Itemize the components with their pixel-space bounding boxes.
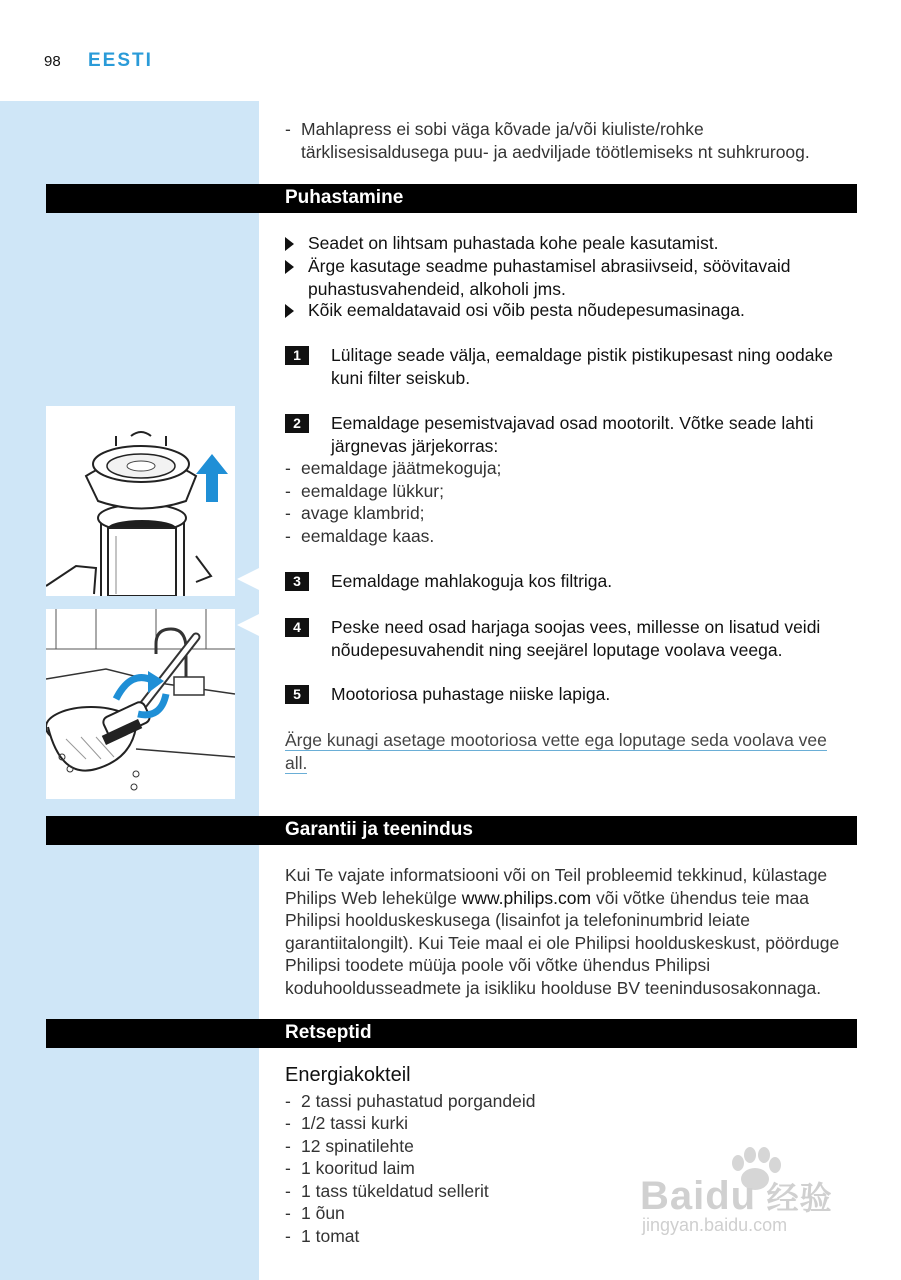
- step-item: [285, 412, 850, 457]
- step-number: 5: [285, 685, 309, 704]
- step-item: [285, 683, 850, 706]
- dash-marker: -: [285, 1136, 291, 1156]
- step-text: Mootoriosa puhastage niiske lapiga.: [331, 684, 611, 704]
- warning-text: Ärge kunagi asetage mootoriosa vette ega loputage seda voolava vee all.: [285, 730, 827, 773]
- bullet-marker-icon: [285, 304, 294, 318]
- section-bar-guarantee: [46, 816, 857, 845]
- substep-item: - avage klambrid;: [285, 503, 425, 523]
- dash-marker: -: [285, 481, 291, 501]
- page-number: 98: [44, 53, 61, 70]
- guarantee-paragraph: Kui Te vajate informatsiooni või on Teil probleemid tekkinud, külastage Philips Web lehekülge www.philips.com või võtke ühendus teie maa Philipsi hoolduskeskusega (lisainfot ja telefoninumbrid leiate garantiitalongilt). Kui Teie maal ei ole Philipsi hoolduskeskust, pöörduge Philipsi toodete müüja poole või võtke ühendus Philipsi koduhooldusseadmete ja isikliku hoolduse BV teenindusosakonnaga.: [285, 865, 840, 998]
- section-bar-cleaning: [46, 184, 857, 213]
- step-number: 1: [285, 346, 309, 365]
- step-number: 3: [285, 572, 309, 591]
- illustration-pointer: [237, 614, 259, 636]
- ingredient-item: - 1 tomat: [285, 1226, 360, 1246]
- substep-item: - eemaldage lükkur;: [285, 481, 444, 501]
- dash-marker: -: [285, 1113, 291, 1133]
- step-text: Eemaldage pesemistvajavad osad mootorilt. Võtke seade lahti järgnevas järjekorras:: [331, 413, 814, 456]
- step-item: [285, 616, 850, 661]
- bullet-item: Kõik eemaldatavaid osi võib pesta nõudepesumasinaga.: [285, 299, 845, 322]
- intro-note-text: Mahlapress ei sobi väga kõvade ja/või kiuliste/rohke tärklisesisaldusega puu- ja aedviljade töötlemiseks nt suhkruroog.: [301, 119, 810, 162]
- dash-marker: -: [285, 503, 291, 523]
- step-text: Peske need osad harjaga soojas vees, millesse on lisatud veidi nõudepesuvahendit ning seejärel loputage voolava veega.: [331, 617, 821, 660]
- substep-item: - eemaldage jäätmekoguja;: [285, 458, 502, 478]
- dash-marker: -: [285, 1181, 291, 1201]
- ingredient-item: - 1 tass tükeldatud sellerit: [285, 1181, 489, 1201]
- brush-washing-icon: [46, 609, 235, 799]
- bullet-marker-icon: [285, 260, 294, 274]
- dash-marker: -: [285, 458, 291, 478]
- dash-marker: -: [285, 1091, 291, 1111]
- intro-note: [285, 118, 845, 163]
- ingredient-item: - 1 kooritud laim: [285, 1158, 415, 1178]
- ingredient-item: - 1/2 tassi kurki: [285, 1113, 408, 1133]
- illustration-pointer: [237, 568, 259, 590]
- ingredient-item: - 12 spinatilehte: [285, 1136, 414, 1156]
- section-bar-recipes: [46, 1019, 857, 1048]
- dash-marker: -: [285, 1226, 291, 1246]
- dash-marker: -: [285, 1203, 291, 1223]
- ingredient-item: - 1 õun: [285, 1203, 345, 1223]
- step-text: Lülitage seade välja, eemaldage pistik pistikupesast ning oodake kuni filter seiskub.: [331, 345, 833, 388]
- section-title-cleaning: Puhastamine: [285, 187, 404, 208]
- step-number: 2: [285, 414, 309, 433]
- watermark-brand-cn: 经验: [766, 1180, 833, 1216]
- philips-link[interactable]: www.philips.com: [461, 887, 592, 908]
- juicer-illustration-icon: [46, 406, 235, 596]
- warning-note: [285, 729, 841, 774]
- ingredient-item: - 2 tassi puhastatud porgandeid: [285, 1091, 536, 1111]
- watermark-url: jingyan.baidu.com: [642, 1215, 788, 1235]
- section-title-guarantee: Garantii ja teenindus: [285, 819, 473, 840]
- dash-marker: -: [285, 119, 291, 139]
- bullet-marker-icon: [285, 237, 294, 251]
- bullet-item: Seadet on lihtsam puhastada kohe peale kasutamist.: [285, 232, 845, 255]
- substep-item: - eemaldage kaas.: [285, 526, 435, 546]
- step-text: Eemaldage mahlakoguja kos filtriga.: [331, 571, 613, 591]
- juicer-disassembly-illustration: [46, 406, 235, 596]
- bullet-item: Ärge kasutage seadme puhastamisel abrasiivseid, söövitavaid puhastusvahendeid, alkoholi jms.: [285, 255, 845, 300]
- step-number: 4: [285, 618, 309, 637]
- language-label: EESTI: [88, 50, 153, 71]
- dash-marker: -: [285, 1158, 291, 1178]
- washing-illustration: [46, 609, 235, 799]
- dash-marker: -: [285, 526, 291, 546]
- step-item: [285, 344, 850, 389]
- step-item: [285, 570, 850, 593]
- section-title-recipes: Retseptid: [285, 1022, 372, 1043]
- watermark-brand: Baidu: [640, 1174, 757, 1218]
- recipe-title: Energiakokteil: [285, 1064, 411, 1086]
